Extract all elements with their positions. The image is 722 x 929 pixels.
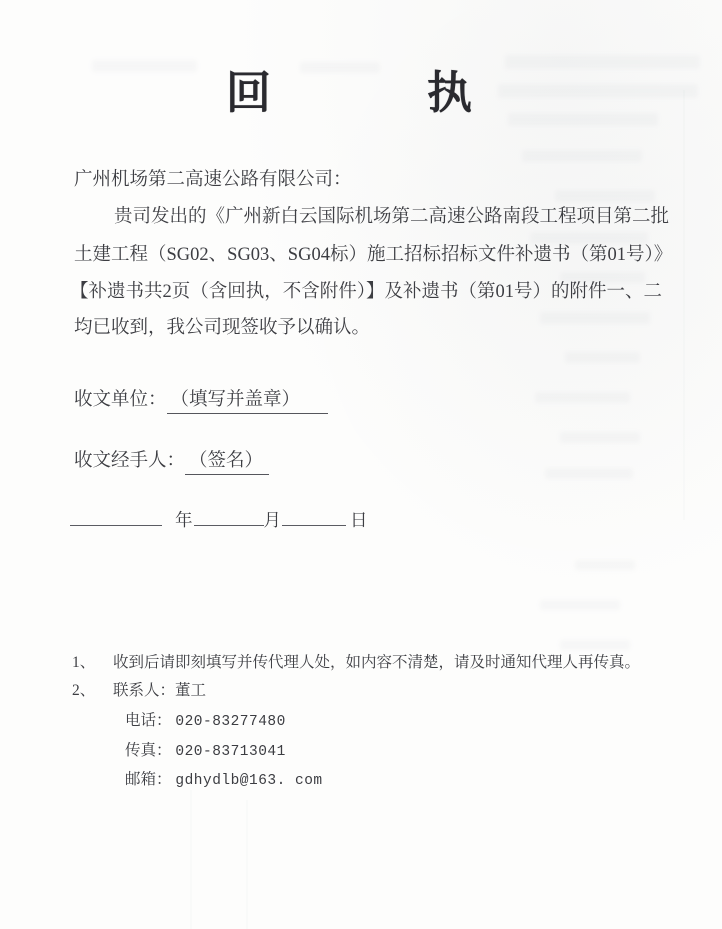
body-paragraph-line: 土建工程（SG02、SG03、SG04标）施工招标招标文件补遗书（第01号）》 [74,245,673,265]
email-label: 邮箱： [125,771,172,788]
month-label: 月 [263,510,281,530]
year-label: 年 [175,510,193,530]
bleedthrough-artifact [92,60,197,72]
document-title [226,56,472,121]
title-char-1: 回 [226,68,272,118]
bleedthrough-artifact [505,55,700,69]
day-label: 日 [350,510,368,530]
salutation-line: 广州机场第二高速公路有限公司： [74,170,352,190]
phone-row [125,711,286,732]
receiving-unit-blank: （填写并盖章） [167,389,329,414]
footnote-2 [72,681,206,700]
contact-person-text: 联系人：董工 [113,682,207,699]
fax-label: 传真： [125,742,172,759]
bleedthrough-artifact [540,312,650,324]
receiving-unit-label: 收文单位： [74,390,167,410]
receiving-person-label: 收文经手人： [74,451,186,471]
bleedthrough-artifact [560,640,630,650]
day-blank-line [282,509,346,526]
bleedthrough-artifact [530,232,648,244]
footnote-number: 1、 [72,654,96,671]
year-blank-line [70,509,162,526]
fax-value: 020-83713041 [175,744,286,760]
scan-streak-artifact [246,800,248,929]
bleedthrough-artifact [560,432,640,443]
bleedthrough-artifact [540,600,620,610]
receiving-person-row [74,450,269,475]
footnote-1 [72,653,640,672]
bleedthrough-artifact [522,150,642,162]
bleedthrough-artifact [575,560,635,570]
date-row [70,507,368,532]
bleedthrough-artifact [498,84,698,98]
scan-streak-artifact [190,790,192,929]
month-blank-line [194,509,264,526]
receiving-unit-row [74,389,328,414]
email-row [125,770,323,791]
bleedthrough-artifact [555,190,655,202]
title-char-2: 执 [427,68,473,118]
email-value: gdhydlb@163. com [175,773,323,789]
bleedthrough-artifact [535,392,630,403]
body-paragraph-line: 贵司发出的《广州新白云国际机场第二高速公路南段工程项目第二批 [114,207,670,227]
body-paragraph-line: 【补遗书共2页（含回执，不含附件）】及补遗书（第01号）的附件一、二 [70,282,663,302]
scan-streak-artifact [683,90,685,520]
footnote-text: 收到后请即刻填写并传代理人处，如内容不清楚，请及时通知代理人再传真。 [113,654,641,671]
phone-label: 电话： [125,712,172,729]
body-paragraph-line: 均已收到，我公司现签收予以确认。 [74,318,371,338]
bleedthrough-artifact [565,352,640,363]
bleedthrough-artifact [545,468,633,479]
receiving-person-blank: （签名） [185,450,269,475]
phone-value: 020-83277480 [175,714,286,730]
bleedthrough-artifact [508,113,658,126]
footnote-number: 2、 [72,682,96,699]
fax-row [125,741,286,762]
